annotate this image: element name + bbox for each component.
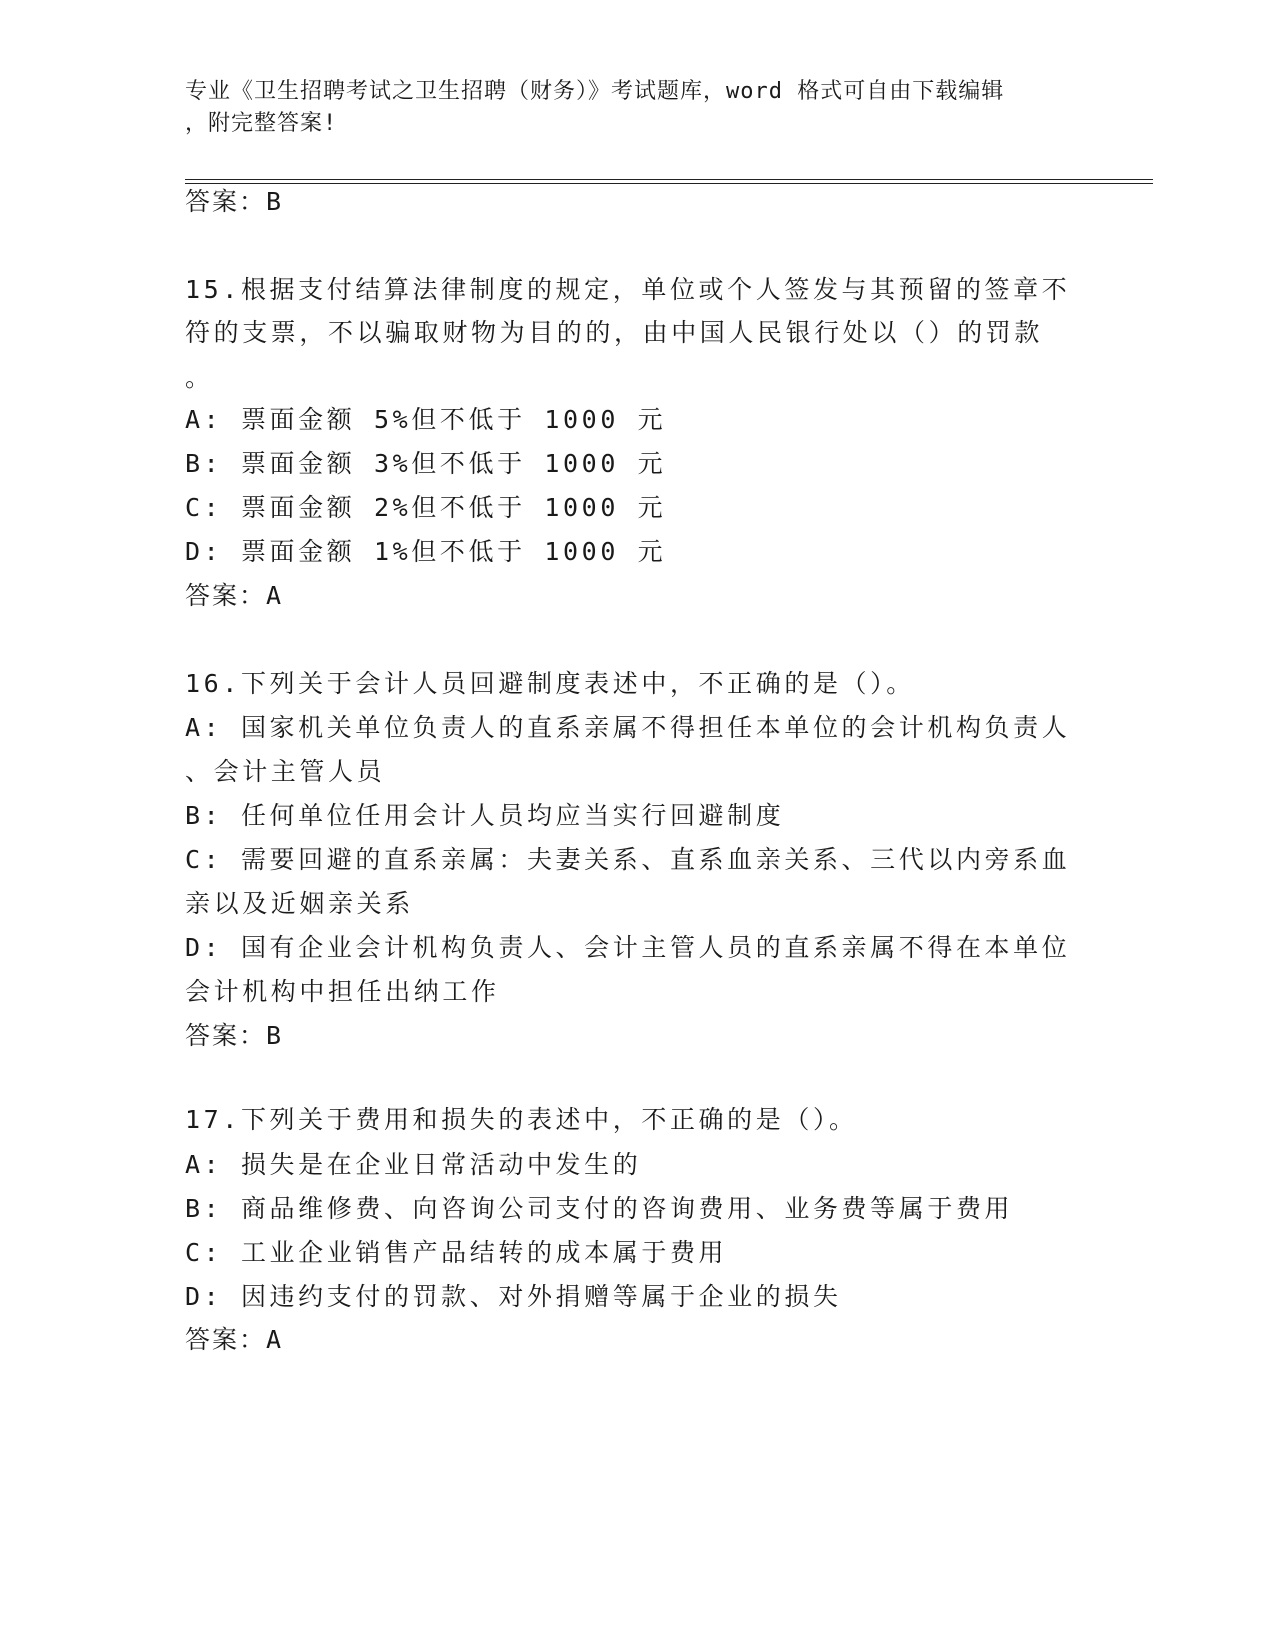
question-17-answer: 答案：A <box>185 1325 284 1354</box>
question-15-line-1: 15.根据支付结算法律制度的规定，单位或个人签发与其预留的签章不 <box>185 275 1071 304</box>
question-16-option-c-line-2: 亲以及近姻亲关系 <box>185 889 414 918</box>
question-15-option-b: B: 票面金额 3%但不低于 1000 元 <box>185 449 667 478</box>
question-16-option-b: B: 任何单位任用会计人员均应当实行回避制度 <box>185 801 785 830</box>
question-15-line-2: 符的支票，不以骗取财物为目的的，由中国人民银行处以（）的罚款 <box>185 318 1044 347</box>
question-16-option-c-line-1: C: 需要回避的直系亲属：夫妻关系、直系血亲关系、三代以内旁系血 <box>185 845 1071 874</box>
question-17-option-b: B: 商品维修费、向咨询公司支付的咨询费用、业务费等属于费用 <box>185 1194 1014 1223</box>
question-15-answer: 答案：A <box>185 581 284 610</box>
header-rule-top <box>185 179 1153 180</box>
question-17-line-1: 17.下列关于费用和损失的表述中，不正确的是（）。 <box>185 1105 858 1134</box>
header-line-1: 专业《卫生招聘考试之卫生招聘（财务）》考试题库，word 格式可自由下载编辑 <box>185 79 1005 104</box>
question-16-option-a-line-1: A: 国家机关单位负责人的直系亲属不得担任本单位的会计机构负责人 <box>185 713 1071 742</box>
question-15-line-3: 。 <box>185 363 214 392</box>
question-17-option-a: A: 损失是在企业日常活动中发生的 <box>185 1150 642 1179</box>
question-17-option-d: D: 因违约支付的罚款、对外捐赠等属于企业的损失 <box>185 1282 842 1311</box>
previous-answer: 答案：B <box>185 187 284 216</box>
header-line-2: ，附完整答案! <box>185 111 338 136</box>
question-17-option-c: C: 工业企业销售产品结转的成本属于费用 <box>185 1238 728 1267</box>
question-15-option-c: C: 票面金额 2%但不低于 1000 元 <box>185 493 667 522</box>
question-16-answer: 答案：B <box>185 1021 284 1050</box>
document-header <box>185 76 1065 140</box>
question-16-line-1: 16.下列关于会计人员回避制度表述中，不正确的是（）。 <box>185 669 915 698</box>
question-16-option-a-line-2: 、会计主管人员 <box>185 757 386 786</box>
header-rule-bottom <box>185 183 1153 184</box>
question-15-option-a: A: 票面金额 5%但不低于 1000 元 <box>185 405 667 434</box>
question-15-option-d: D: 票面金额 1%但不低于 1000 元 <box>185 537 667 566</box>
question-16-option-d-line-2: 会计机构中担任出纳工作 <box>185 977 500 1006</box>
question-16-option-d-line-1: D: 国有企业会计机构负责人、会计主管人员的直系亲属不得在本单位 <box>185 933 1071 962</box>
